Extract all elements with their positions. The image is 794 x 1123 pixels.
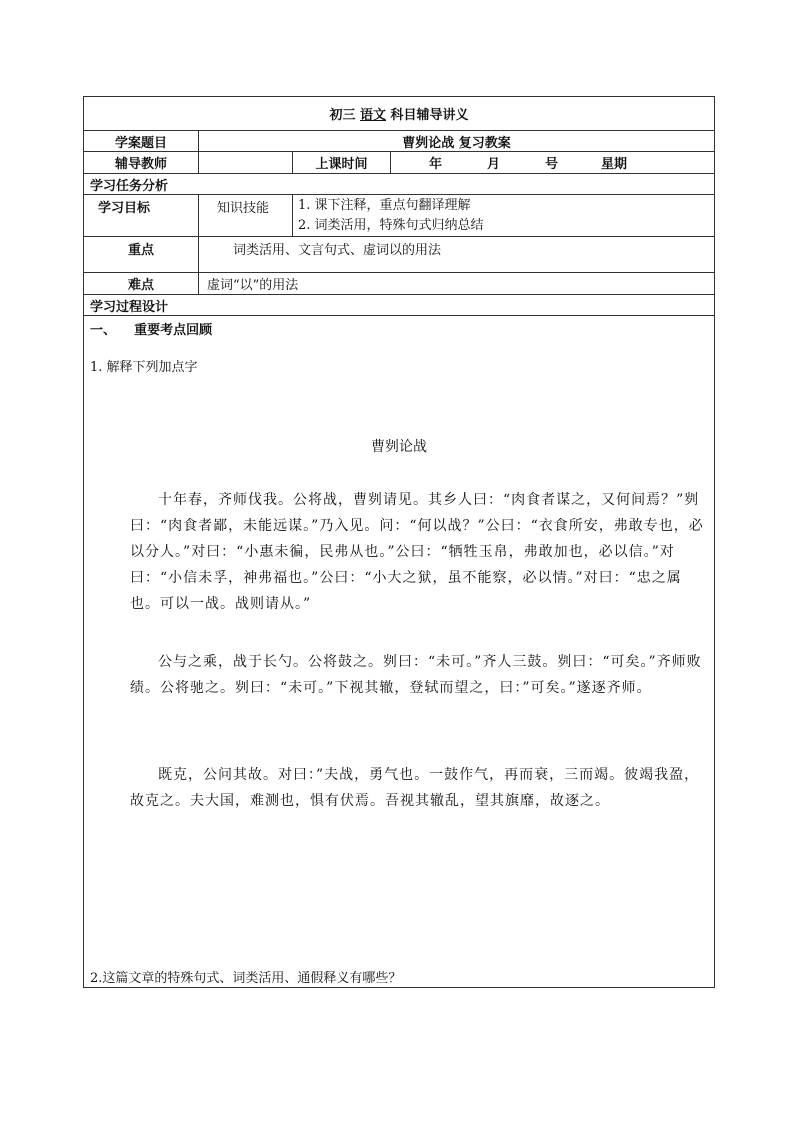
- paragraph-text: 既克，公问其故。对曰：”夫战，勇气也。一鼓作气，再而衰，三而竭。彼竭我盈，故克之。夫大国，难测也，惧有伏焉。吾视其辙乱，望其旗靡，故逐之。: [130, 767, 700, 809]
- date-year: 年: [429, 157, 443, 172]
- paragraph-text: 十年春，齐师伐我。公将战，曹刿请见。其乡人曰：“肉食者谋之，又何间焉？”刿曰：“肉食者鄙，未能远谋。”乃入见。问：“何以战？”公曰：“衣食所安，弗敢专也，必以分人。”对曰：“小惠未徧，民弗从也。”公曰：“牺牲玉帛，弗敢加也，必以信。”对曰：“小信未孚，神弗福也。”公曰：“小大之狱，虽不能察，必以情。”对曰：“忠之属也。可以一战。战则请从。”: [130, 492, 704, 612]
- date-month: 月: [487, 157, 501, 172]
- date-week: 星期: [601, 157, 628, 172]
- date-day: 号: [545, 157, 559, 172]
- key-value: 词类活用、文言句式、虚词以的用法: [198, 237, 714, 272]
- teacher-value: [198, 152, 292, 173]
- topic-row: [84, 131, 714, 152]
- key-row: [84, 237, 714, 273]
- topic-value: 曹刿论战 复习教案: [198, 131, 714, 151]
- part-one-heading: 一、 重要考点回顾: [90, 323, 213, 338]
- goal-row: [84, 195, 714, 237]
- time-label: 上课时间: [292, 152, 390, 173]
- key-label: 重点: [127, 243, 154, 258]
- analysis-section-label: 学习任务分析: [90, 178, 169, 194]
- process-body: [84, 316, 714, 987]
- process-section-label: 学习过程设计: [90, 299, 169, 315]
- goal-item: 2. 词类活用，特殊句式归纳总结: [298, 217, 484, 233]
- class-date: [390, 152, 714, 173]
- title-subject: 语文: [359, 108, 386, 123]
- title-suffix: 科目辅导讲义: [390, 108, 469, 123]
- passage-title: 曹刿论战: [371, 439, 427, 455]
- teacher-row: [84, 152, 714, 174]
- lesson-sheet: [83, 96, 715, 988]
- teacher-label: 辅导教师: [114, 157, 167, 172]
- passage-paragraph-3: [130, 762, 706, 814]
- page-title: [84, 97, 714, 130]
- topic-label: 学案题目: [114, 135, 167, 151]
- difficulty-value: 虚词“以”的用法: [198, 273, 714, 294]
- title-grade: 初三: [329, 108, 356, 123]
- analysis-section-row: [84, 174, 714, 195]
- question-one: 1. 解释下列加点字: [90, 360, 198, 375]
- question-two: 2.这篇文章的特殊句式、词类活用、通假释义有哪些？: [90, 971, 402, 986]
- goal-label: 学习目标: [98, 201, 151, 216]
- goal-type: 知识技能: [198, 195, 292, 236]
- difficulty-row: [84, 273, 714, 295]
- goal-item: 1. 课下注释，重点句翻译理解: [298, 197, 471, 213]
- passage-paragraph-2: [130, 649, 706, 701]
- passage-paragraph-1: [130, 487, 706, 617]
- difficulty-label: 难点: [127, 278, 154, 293]
- goal-items: [292, 195, 714, 236]
- title-row: [84, 97, 714, 131]
- process-section-row: [84, 295, 714, 316]
- paragraph-text: 公与之乘，战于长勺。公将鼓之。刿曰：“未可。”齐人三鼓。刿曰：“可矣。”齐师败绩。公将驰之。刿曰：“未可。”下视其辙，登轼而望之，曰：”可矣。”遂逐齐师。: [130, 654, 702, 696]
